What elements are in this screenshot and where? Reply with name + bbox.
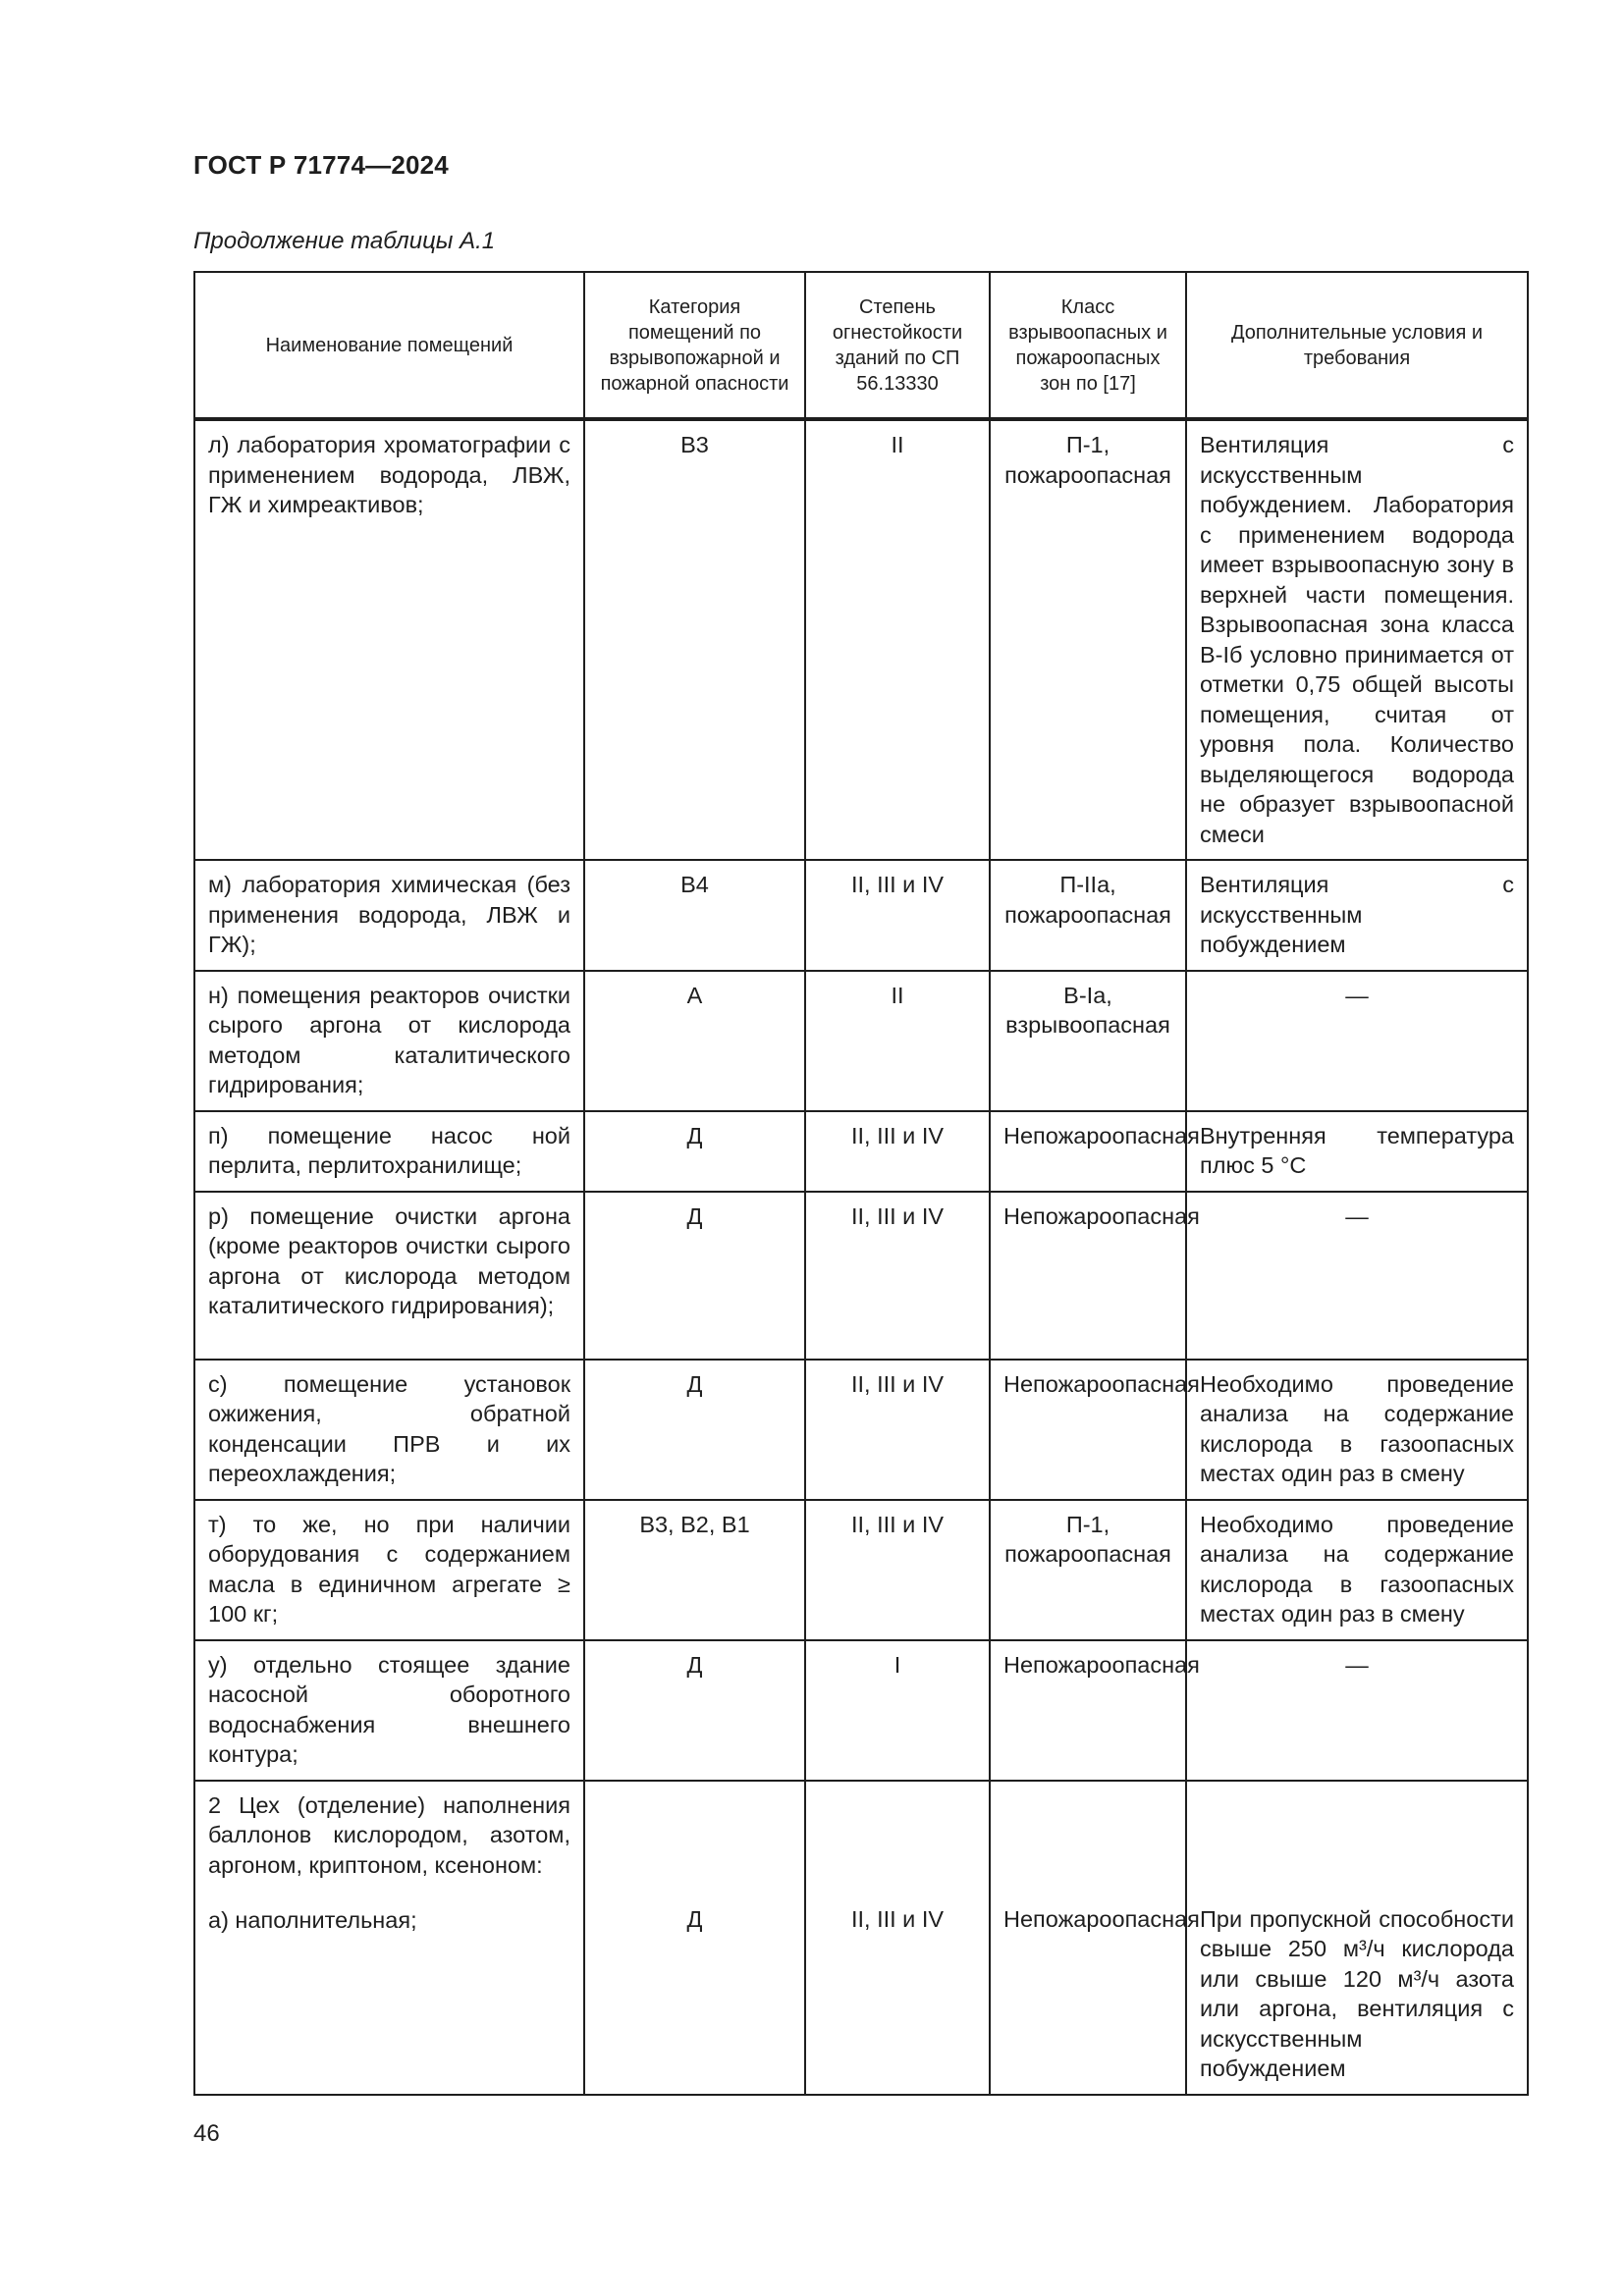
table-row (194, 1360, 1528, 1500)
page-number: 46 (193, 2120, 220, 2147)
table-row (194, 971, 1528, 1111)
cell-name: р) помещение очистки аргона (кроме реакторов очистки сырого аргона от кислорода методом каталитического гидрирования); (194, 1192, 584, 1360)
cell-name: п) помещение насос ной перлита, перлитохранилище; (194, 1111, 584, 1192)
cell-zone-class (990, 1781, 1200, 2095)
section-title: 2 Цех (отделение) наполнения баллонов кислородом, азотом, аргоном, криптоном, ксеноном: (208, 1791, 570, 1878)
column-header-fire-resistance: Степень огнестойкости зданий по СП 56.13330 (805, 272, 990, 419)
cell-zone-class: В-Iа, взрывоопасная (990, 971, 1186, 1111)
table-row (194, 1111, 1528, 1192)
table-row (194, 1640, 1528, 1781)
cell-conditions: Вентиляция с искусственным побуждением (1186, 860, 1528, 971)
cell-zone-class: Непожароопасная (990, 1192, 1186, 1360)
table-row (194, 419, 1528, 860)
cell-category: Д (584, 1111, 805, 1192)
cell-category: Д (584, 1640, 805, 1781)
subsection-name: а) наполнительная; (208, 1907, 417, 1933)
cell-category: В3, В2, В1 (584, 1500, 805, 1640)
cell-category: А (584, 971, 805, 1111)
document-code: ГОСТ Р 71774—2024 (193, 150, 449, 180)
cell-fire-resistance: II, III и IV (805, 860, 990, 971)
cell-conditions: Внутренняя температура плюс 5 °С (1186, 1111, 1528, 1192)
cell-zone-class: П-1, пожароопасная (990, 419, 1186, 860)
cell-name: с) помещение установок ожижения, обратной конденсации ПРВ и их переохлаждения; (194, 1360, 584, 1500)
cell-conditions: Необходимо проведение анализа на содержание кислорода в газоопасных местах один раз в смену (1186, 1500, 1528, 1640)
premises-table (193, 271, 1529, 2096)
zone-class-value: Непожароопасная (1003, 1905, 1200, 1932)
cell-zone-class: П-IIа, пожароопасная (990, 860, 1186, 971)
cell-zone-class: П-1, пожароопасная (990, 1500, 1186, 1640)
cell-fire-resistance: II, III и IV (805, 1111, 990, 1192)
cell-name: т) то же, но при наличии оборудования с содержанием масла в единичном агрегате ≥ 100 кг; (194, 1500, 584, 1640)
cell-fire-resistance: II (805, 419, 990, 860)
cell-zone-class: Непожароопасная (990, 1640, 1186, 1781)
cell-conditions: — (1186, 971, 1528, 1111)
table-row (194, 1192, 1528, 1360)
cell-conditions: — (1186, 1192, 1528, 1360)
cell-category: Д (584, 1192, 805, 1360)
table-row (194, 860, 1528, 971)
fire-resistance-value: II, III и IV (850, 1905, 945, 1932)
cell-conditions: Вентиляция с искусственным побуждением. Лаборатория с применением водорода имеет взрывоопасную зону в верхней части помещения. Взрывоопасная зона класса В-Iб условно принимается от отметки 0,75 общей высоты помещения, считая от уровня пола. Количество выделяющегося водорода не образует взрывоопасной смеси (1186, 419, 1528, 860)
cell-fire-resistance: II, III и IV (805, 1192, 990, 1360)
cell-conditions: Необходимо проведение анализа на содержание кислорода в газоопасных местах один раз в смену (1186, 1360, 1528, 1500)
cell-category: В4 (584, 860, 805, 971)
column-header-category: Категория помещений по взрывопожарной и пожарной опасности (584, 272, 805, 419)
cell-conditions: — (1186, 1640, 1528, 1781)
category-value: Д (686, 1905, 703, 1932)
cell-name: у) отдельно стоящее здание насосной оборотного водоснабжения внешнего контура; (194, 1640, 584, 1781)
cell-name: л) лаборатория хроматографии с применением водорода, ЛВЖ, ГЖ и химреактивов; (194, 419, 584, 860)
table-row (194, 1500, 1528, 1640)
cell-name: н) помещения реакторов очистки сырого аргона от кислорода методом каталитического гидрирования; (194, 971, 584, 1111)
cell-fire-resistance (805, 1781, 990, 2095)
conditions-value: При пропускной способности свыше 250 м³/ч кислорода или свыше 120 м³/ч азота или аргона, вентиляция с искусственным побуждением (1200, 1905, 1514, 2081)
cell-zone-class: Непожароопасная (990, 1111, 1186, 1192)
cell-fire-resistance: I (805, 1640, 990, 1781)
cell-fire-resistance: II (805, 971, 990, 1111)
cell-name: м) лаборатория химическая (без применения водорода, ЛВЖ и ГЖ); (194, 860, 584, 971)
cell-fire-resistance: II, III и IV (805, 1360, 990, 1500)
cell-category: Д (584, 1360, 805, 1500)
column-header-conditions: Дополнительные условия и требования (1186, 272, 1528, 419)
table-continuation-caption: Продолжение таблицы А.1 (193, 228, 496, 254)
column-header-name: Наименование помещений (194, 272, 584, 419)
cell-name (194, 1781, 584, 2095)
cell-fire-resistance: II, III и IV (805, 1500, 990, 1640)
cell-conditions (1186, 1781, 1528, 2095)
table-header-row (194, 272, 1528, 419)
table-row (194, 1781, 1528, 2095)
column-header-zone-class: Класс взрывоопасных и пожароопасных зон по [17] (990, 272, 1186, 419)
cell-category: В3 (584, 419, 805, 860)
cell-zone-class: Непожароопасная (990, 1360, 1186, 1500)
cell-category (584, 1781, 805, 2095)
